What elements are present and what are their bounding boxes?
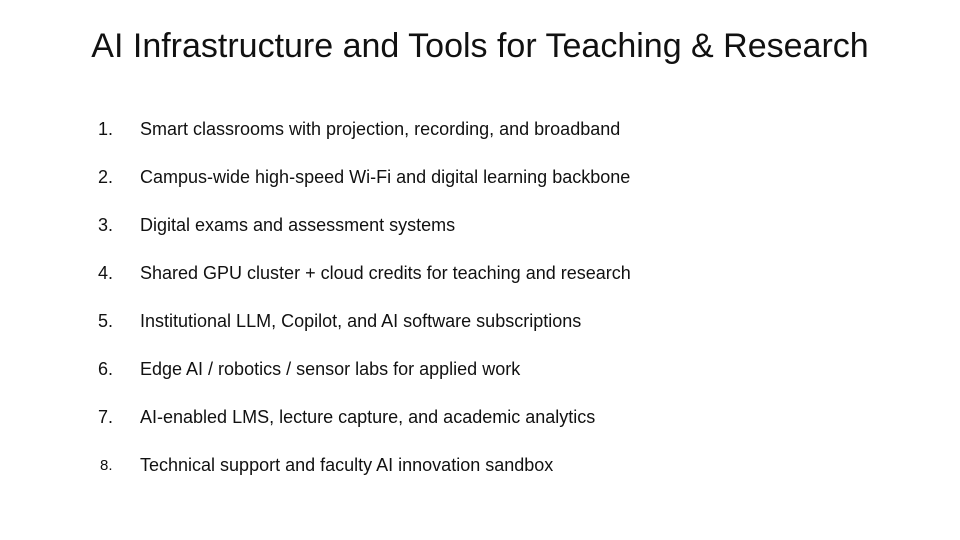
item-text: Smart classrooms with projection, recording, and broadband — [140, 119, 621, 139]
item-number: 7. — [98, 407, 114, 427]
item-number: 3. — [98, 215, 114, 235]
item-number: 8. — [100, 457, 113, 474]
item-text: Shared GPU cluster + cloud credits for teaching and research — [140, 263, 631, 283]
item-number: 2. — [98, 167, 114, 187]
item-text: Institutional LLM, Copilot, and AI software subscriptions — [140, 311, 582, 331]
slide-title: AI Infrastructure and Tools for Teaching & Research — [91, 27, 869, 65]
item-number: 4. — [98, 263, 114, 283]
item-text: Campus-wide high-speed Wi-Fi and digital learning backbone — [140, 167, 631, 187]
item-text: Technical support and faculty AI innovation sandbox — [140, 455, 554, 475]
item-text: Edge AI / robotics / sensor labs for applied work — [140, 359, 521, 379]
item-number: 1. — [98, 119, 114, 139]
item-number: 6. — [98, 359, 114, 379]
item-number: 5. — [98, 311, 114, 331]
item-text: AI-enabled LMS, lecture capture, and academic analytics — [140, 407, 596, 427]
item-text: Digital exams and assessment systems — [140, 215, 456, 235]
